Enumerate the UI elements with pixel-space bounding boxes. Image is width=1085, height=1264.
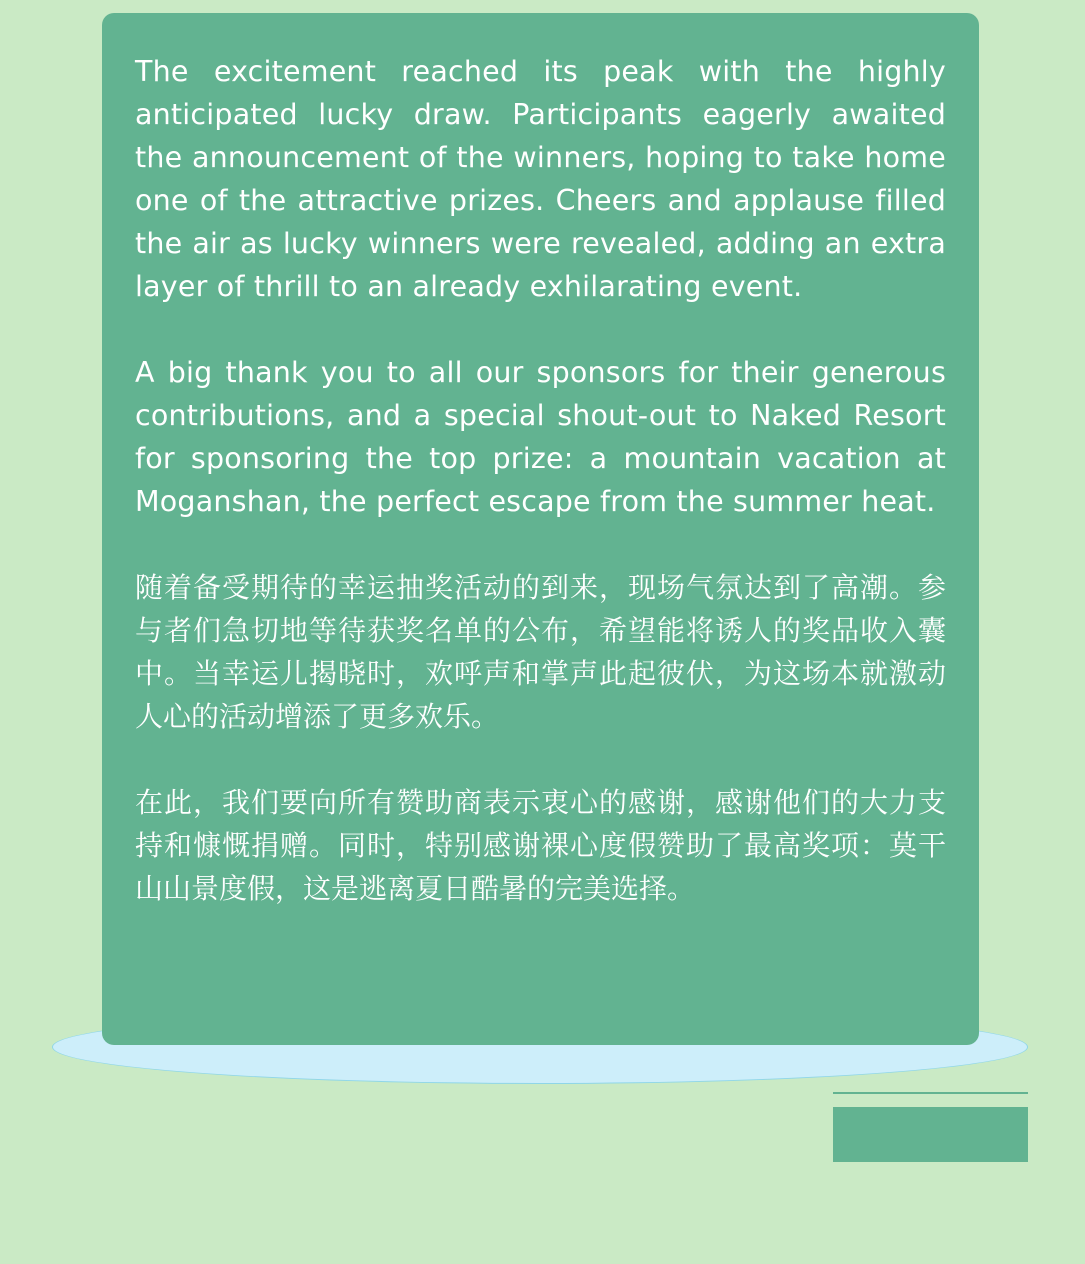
paragraph-spacer [135, 523, 946, 566]
paragraph-zh-lucky-draw: 随着备受期待的幸运抽奖活动的到来，现场气氛达到了高潮。参与者们急切地等待获奖名单的公布，希望能将诱人的奖品收入囊中。当幸运儿揭晓时，欢呼声和掌声此起彼伏，为这场本就激动人心的活动增添了更多欢乐。 [135, 571, 946, 733]
paragraph-spacer [135, 738, 946, 781]
article-card [102, 13, 979, 1045]
paragraph-spacer [135, 308, 946, 351]
paragraph-en-sponsors: A big thank you to all our sponsors for their generous contributions, and a special shout-out to Naked Resort for sponsoring the top prize: a mountain vacation at Moganshan, the perfect escape from the summer heat. [135, 356, 946, 518]
decorative-block [833, 1107, 1028, 1162]
decorative-divider-line [833, 1092, 1028, 1094]
paragraph-zh-sponsors: 在此，我们要向所有赞助商表示衷心的感谢，感谢他们的大力支持和慷慨捐赠。同时，特别感谢裸心度假赞助了最高奖项：莫干山山景度假，这是逃离夏日酷暑的完美选择。 [135, 786, 946, 905]
paragraph-en-lucky-draw: The excitement reached its peak with the highly anticipated lucky draw. Participants eagerly awaited the announcement of the winners, hoping to take home one of the attractive prizes. Cheers and applause filled the air as lucky winners were revealed, adding an extra layer of thrill to an already exhilarating event. [135, 55, 946, 303]
